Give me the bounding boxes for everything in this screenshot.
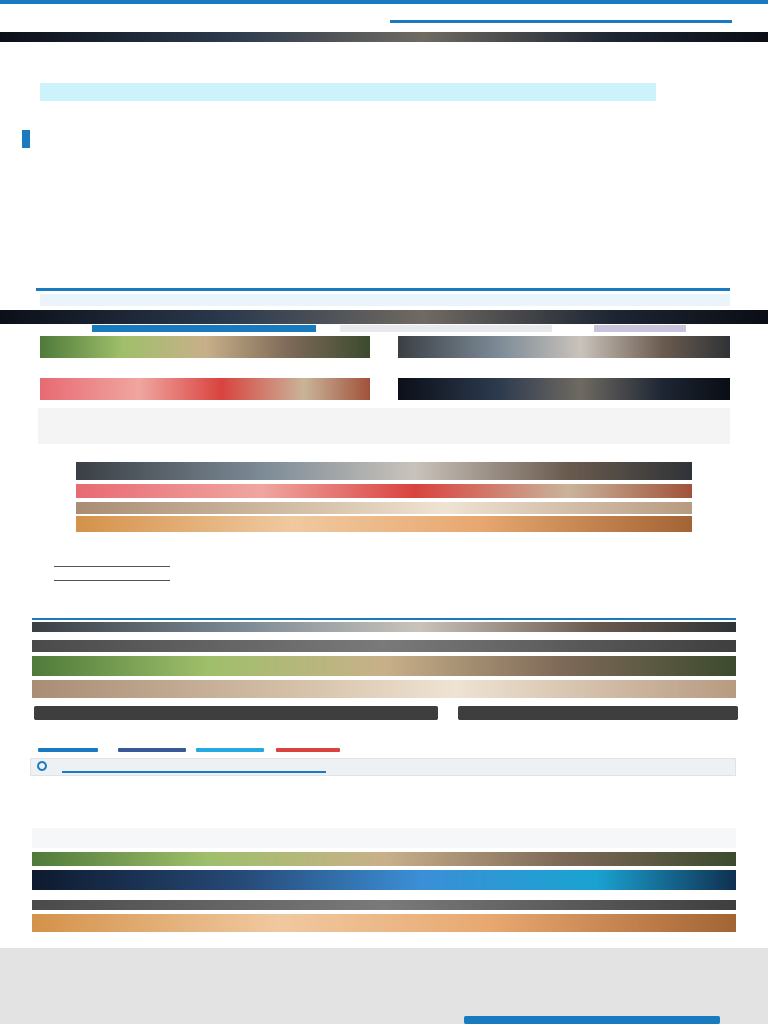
footer-line [40,956,370,966]
gallery-tab-active[interactable] [92,325,316,332]
gallery-tab[interactable] [340,325,552,332]
share-button-c[interactable] [196,748,264,752]
related-image[interactable] [76,462,692,480]
listing-meta [320,726,480,736]
gallery-rule [36,288,730,291]
listing-heading [32,604,732,616]
share-button-b[interactable] [118,748,186,752]
top-accent-bar [0,0,768,4]
listing-image[interactable] [32,852,736,866]
listing-rule [32,618,736,620]
gallery-tab[interactable] [594,325,686,332]
gallery-note-panel [38,408,730,444]
listing-image[interactable] [32,680,736,698]
gallery-title-bar [40,294,730,306]
listing-button[interactable] [458,706,738,720]
gallery-banner-image[interactable] [0,310,768,324]
footer-line [40,970,370,980]
listing-image[interactable] [32,870,736,890]
gallery-heading [22,262,722,284]
gallery-image[interactable] [398,336,730,358]
listing-search-underline [62,771,326,773]
article-intro [22,46,746,80]
listing-sub-rule [32,828,736,848]
listing-summary [30,780,736,810]
footer-button[interactable] [464,1016,720,1024]
listing-image[interactable] [32,640,736,652]
article-body-2 [22,150,746,242]
listing-subheading[interactable] [32,814,632,826]
related-image[interactable] [76,516,692,532]
related-side-text [344,552,714,584]
related-heading[interactable] [30,448,730,460]
listing-meta [556,726,716,736]
section-heading[interactable] [56,132,696,148]
related-image[interactable] [76,502,692,514]
gallery-image[interactable] [40,336,370,358]
footer-line [40,984,370,994]
gallery-image[interactable] [40,378,370,400]
listing-search-box[interactable] [30,758,736,776]
footer-line [40,998,370,1008]
share-button-d[interactable] [276,748,340,752]
listing-image[interactable] [32,656,736,676]
listing-meta [80,726,240,736]
search-icon [37,761,47,771]
gallery-caption [398,360,730,374]
listing-image[interactable] [32,914,736,932]
title-underline [390,20,732,23]
listing-image[interactable] [32,622,736,632]
footer [0,948,768,1024]
share-button-a[interactable] [38,748,98,752]
hero-image [0,32,768,42]
gallery-caption [40,360,370,374]
listing-button[interactable] [34,706,438,720]
section-marker [22,130,30,148]
listing-image[interactable] [32,900,736,910]
gallery-note [38,408,730,416]
related-lead[interactable] [38,538,718,550]
related-image[interactable] [76,484,692,498]
article-body-1 [22,104,746,128]
footer-line [40,1010,370,1020]
related-divider [54,566,170,567]
gallery-image[interactable] [398,378,730,400]
promo-banner[interactable] [40,83,656,101]
related-divider [54,580,170,581]
